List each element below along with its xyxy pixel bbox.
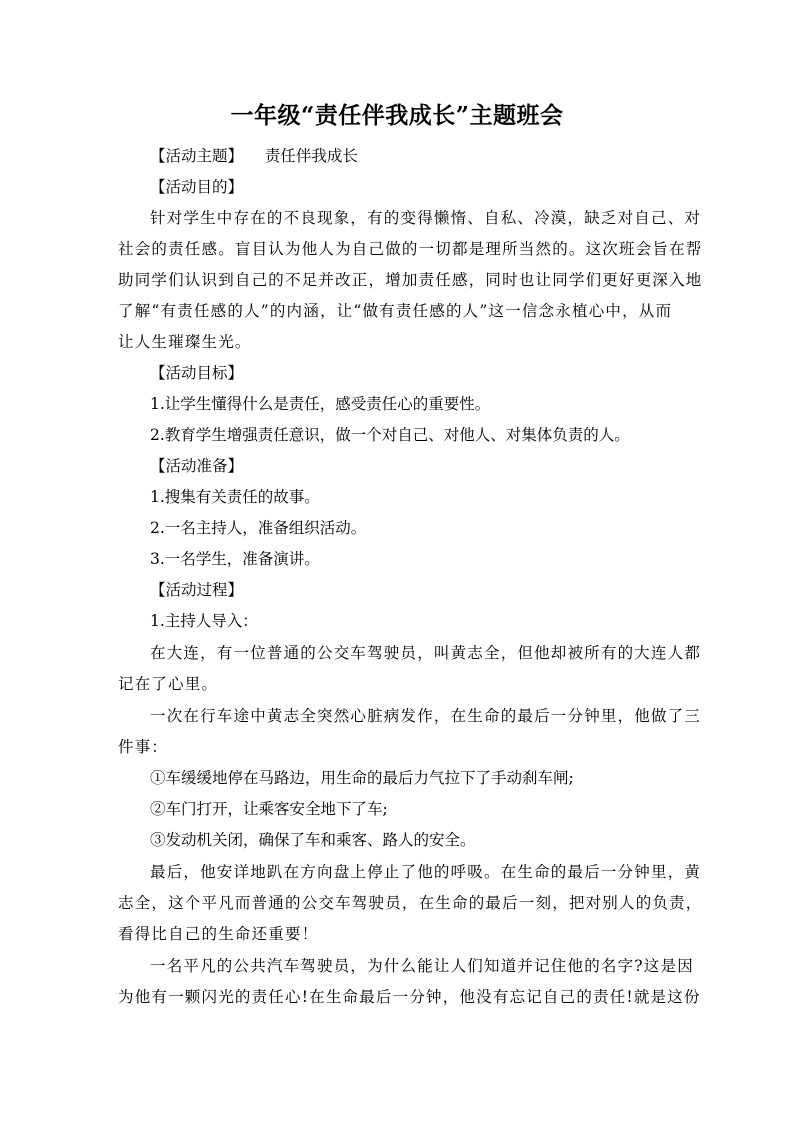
theme-line: [150, 146, 678, 166]
purpose-line: 针对学生中存在的不良现象，有的变得懒惰、自私、冷漠，缺乏对自己、对: [150, 209, 702, 227]
prep-item: 2.一名主持人，准备组织活动。: [150, 519, 367, 537]
story-item: ①车缓缓地停在马路边，用生命的最后力气拉下了手动刹车闸;: [150, 769, 574, 787]
story-line: 一名平凡的公共汽车驾驶员，为什么能让人们知道并记住他的名字?这是因: [150, 957, 694, 975]
purpose-heading: 【活动目的】: [150, 178, 244, 196]
story-item: ③发动机关闭，确保了车和乘客、路人的安全。: [150, 831, 476, 849]
story-line: 记在了心里。: [118, 675, 219, 693]
purpose-line: 了解“有责任感的人”的内涵，让“做有责任感的人”这一信念永植心中，从而: [118, 302, 673, 320]
story-line: 件事：: [118, 738, 169, 756]
page-title: 一年级“责任伴我成长”主题班会: [230, 102, 564, 129]
purpose-line: 助同学们认识到自己的不足并改正，增加责任感，同时也让同学们更好更深入地: [118, 271, 703, 289]
story-line: 志全，这个平凡而普通的公交车驾驶员，在生命的最后一刻，把对别人的负责，: [118, 894, 703, 912]
story-line: 在大连，有一位普通的公交车驾驶员，叫黄志全，但他却被所有的大连人都: [150, 644, 702, 662]
goal-item: 1.让学生懂得什么是责任，感受责任心的重要性。: [150, 395, 491, 413]
story-line: 一次在行车途中黄志全突然心脏病发作，在生命的最后一分钟里，他做了三: [150, 707, 702, 725]
theme-label: 【活动主题】: [150, 147, 244, 165]
story-line: 为他有一颗闪光的责任心!在生命最后一分钟，他没有忘记自己的责任!就是这份: [118, 988, 701, 1006]
process-step: 1.主持人导入：: [150, 612, 258, 630]
purpose-line: 社会的责任感。盲目认为他人为自己做的一切都是理所当然的。这次班会旨在帮: [118, 240, 703, 258]
story-line: 看得比自己的生命还重要！: [118, 925, 319, 943]
process-heading: 【活动过程】: [150, 581, 244, 599]
story-item: ②车门打开，让乘客安全地下了车;: [150, 800, 388, 818]
goal-heading: 【活动目标】: [150, 364, 244, 382]
theme-value: 责任伴我成长: [264, 147, 358, 165]
purpose-line: 让人生璀璨生光。: [118, 333, 252, 351]
prep-heading: 【活动准备】: [150, 457, 244, 475]
prep-item: 3.一名学生，准备演讲。: [150, 550, 320, 568]
story-line: 最后，他安详地趴在方向盘上停止了他的呼吸。在生命的最后一分钟里，黄: [150, 863, 702, 881]
goal-item: 2.教育学生增强责任意识，做一个对自己、对他人、对集体负责的人。: [150, 426, 630, 444]
prep-item: 1.搜集有关责任的故事。: [150, 488, 320, 506]
